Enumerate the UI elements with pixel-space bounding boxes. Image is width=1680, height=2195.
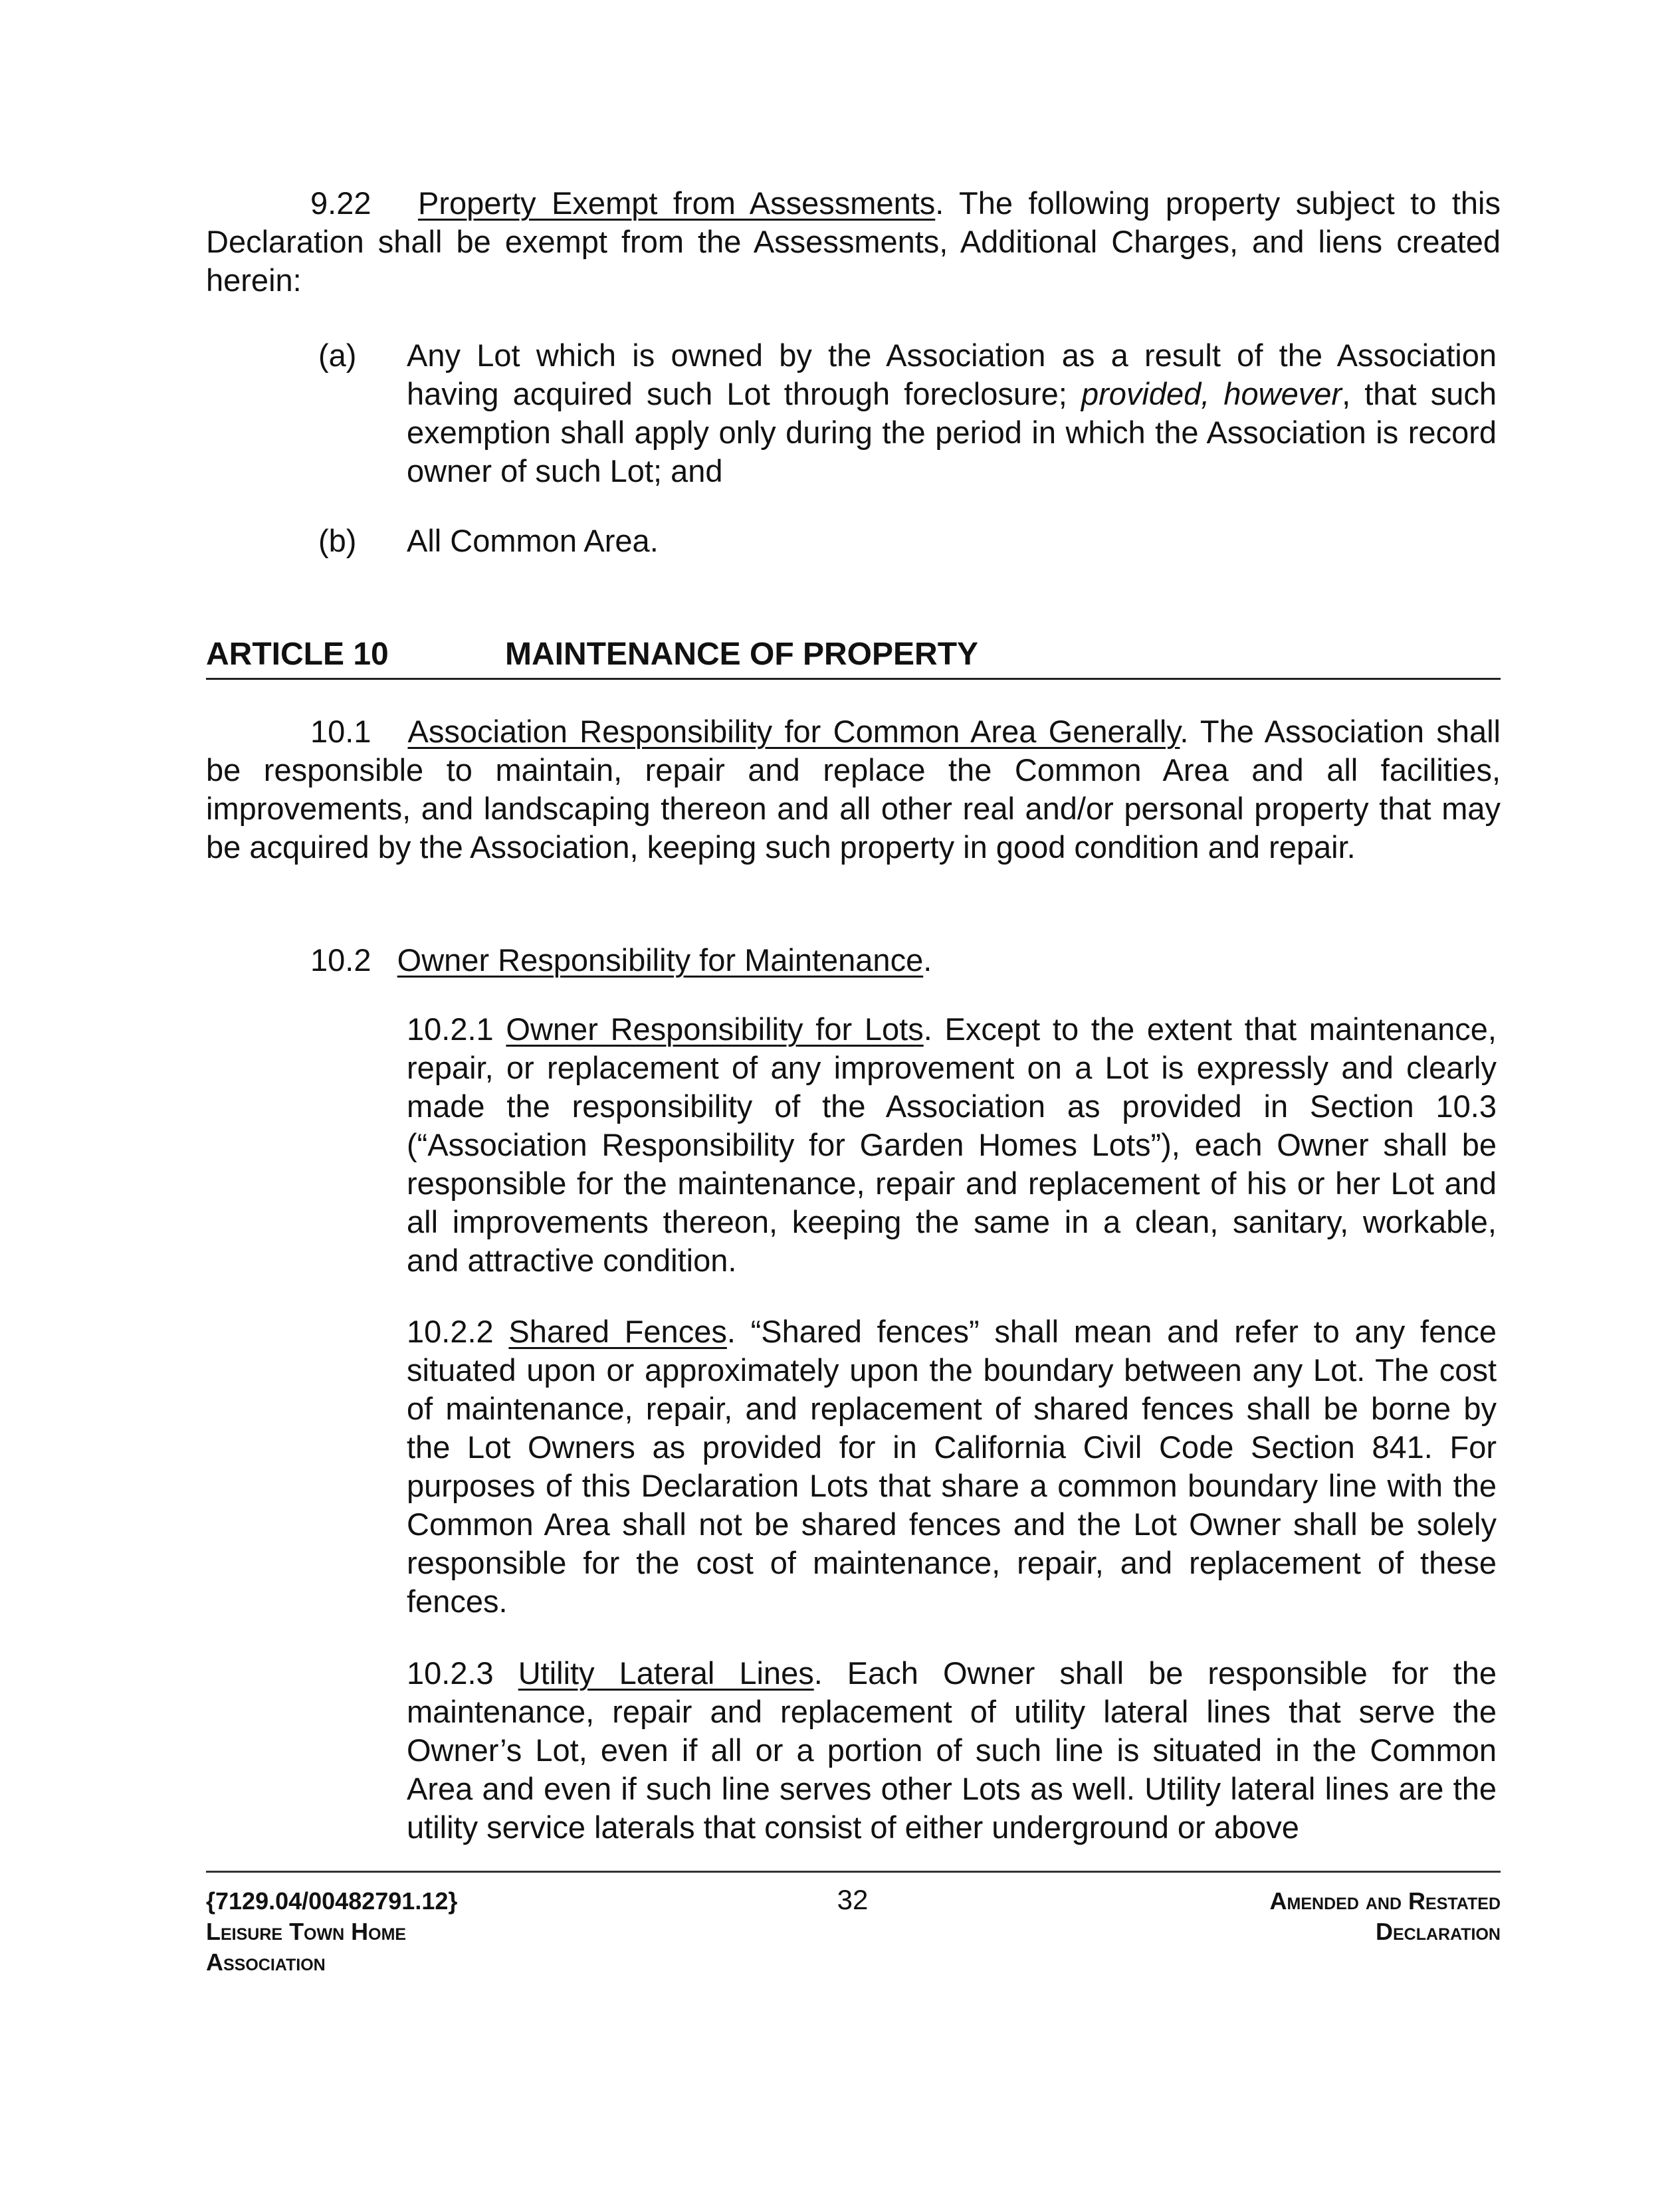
section-heading: Owner Responsibility for Lots: [506, 1011, 924, 1047]
list-item-b: All Common Area.: [407, 523, 659, 558]
section-heading: Association Responsibility for Common Area Generally: [407, 714, 1180, 749]
section-9-22: [206, 184, 1501, 300]
section-10-2: 10.2 Owner Responsibility for Maintenance.: [310, 942, 932, 978]
footer-right: [1270, 1886, 1501, 1947]
section-10-2-3: 10.2.3 Utility Lateral Lines. Each Owner shall be responsible for the maintenance, repair and replacement of utility lateral lines that serve the Owner’s Lot, even if all or a portion of such line is situated in the Common Area and even if such line serves other Lots as well. Utility lateral lines are the utility service laterals that consist of either underground or above: [407, 1655, 1497, 1845]
list-item-a: Any Lot which is owned by the Association as a result of the Association having acquired such Lot through foreclosure; provided, however, that such exemption shall apply only during the period in which the Association is record owner of such Lot; and: [407, 338, 1497, 488]
footer-org-line2: Association: [206, 1948, 326, 1976]
footer-left: [206, 1886, 457, 1978]
article-heading: [206, 634, 1501, 680]
italic-phrase: provided, however: [1081, 376, 1342, 411]
section-heading: Shared Fences: [508, 1314, 727, 1349]
section-10-1: 10.1 Association Responsibility for Common Area Generally. The Association shall be responsible to maintain, repair and replace the Common Area and all facilities, improvements, and landscaping thereon and all other real and/or personal property that may be acquired by the Association, keeping such property in good condition and repair.: [206, 714, 1501, 865]
section-heading: Property Exempt from Assessments: [417, 185, 936, 221]
footer-title-line1: Amended and Restated: [1269, 1887, 1501, 1915]
section-number: 9.22: [310, 185, 371, 221]
section-10-2-1: 10.2.1 Owner Responsibility for Lots. Except to the extent that maintenance, repair, or replacement of any improvement on a Lot is expressly and clearly made the responsibility of the Association as provided in Section 10.3 (“Association Responsibility for Garden Homes Lots”), each Owner shall be responsible for the maintenance, repair and replacement of his or her Lot and all improvements thereon, keeping the same in a clean, sanitary, workable, and attractive condition.: [407, 1011, 1497, 1278]
page-number: 32: [837, 1884, 869, 1915]
article-rule: [206, 678, 1501, 680]
section-10-2-2: 10.2.2 Shared Fences. “Shared fences” shall mean and refer to any fence situated upon or approximately upon the boundary between any Lot. The cost of maintenance, repair, and replacement of shared fences shall be borne by the Lot Owners as provided for in California Civil Code Section 841. For purposes of this Declaration Lots that share a common boundary line with the Common Area shall not be shared fences and the Lot Owner shall be solely responsible for the cost of maintenance, repair, and replacement of these fences.: [407, 1314, 1497, 1619]
footer-title-line2: Declaration: [1375, 1918, 1501, 1945]
section-heading: Owner Responsibility for Maintenance: [397, 942, 924, 978]
list-label-b: (b): [318, 523, 357, 558]
footer-doc-id: {7129.04/00482791.12}: [206, 1887, 458, 1915]
section-text: . The following property subject to this Declaration shall be exempt from the Assessments, Additional Charges, and liens created herein:: [206, 185, 1501, 298]
footer-rule: [206, 1871, 1501, 1873]
list-label-a: (a): [318, 338, 357, 373]
footer-org-line1: Leisure Town Home: [206, 1918, 407, 1945]
article-title: MAINTENANCE OF PROPERTY: [505, 637, 979, 672]
article-number: ARTICLE 10: [206, 637, 389, 672]
section-heading: Utility Lateral Lines: [518, 1655, 814, 1691]
